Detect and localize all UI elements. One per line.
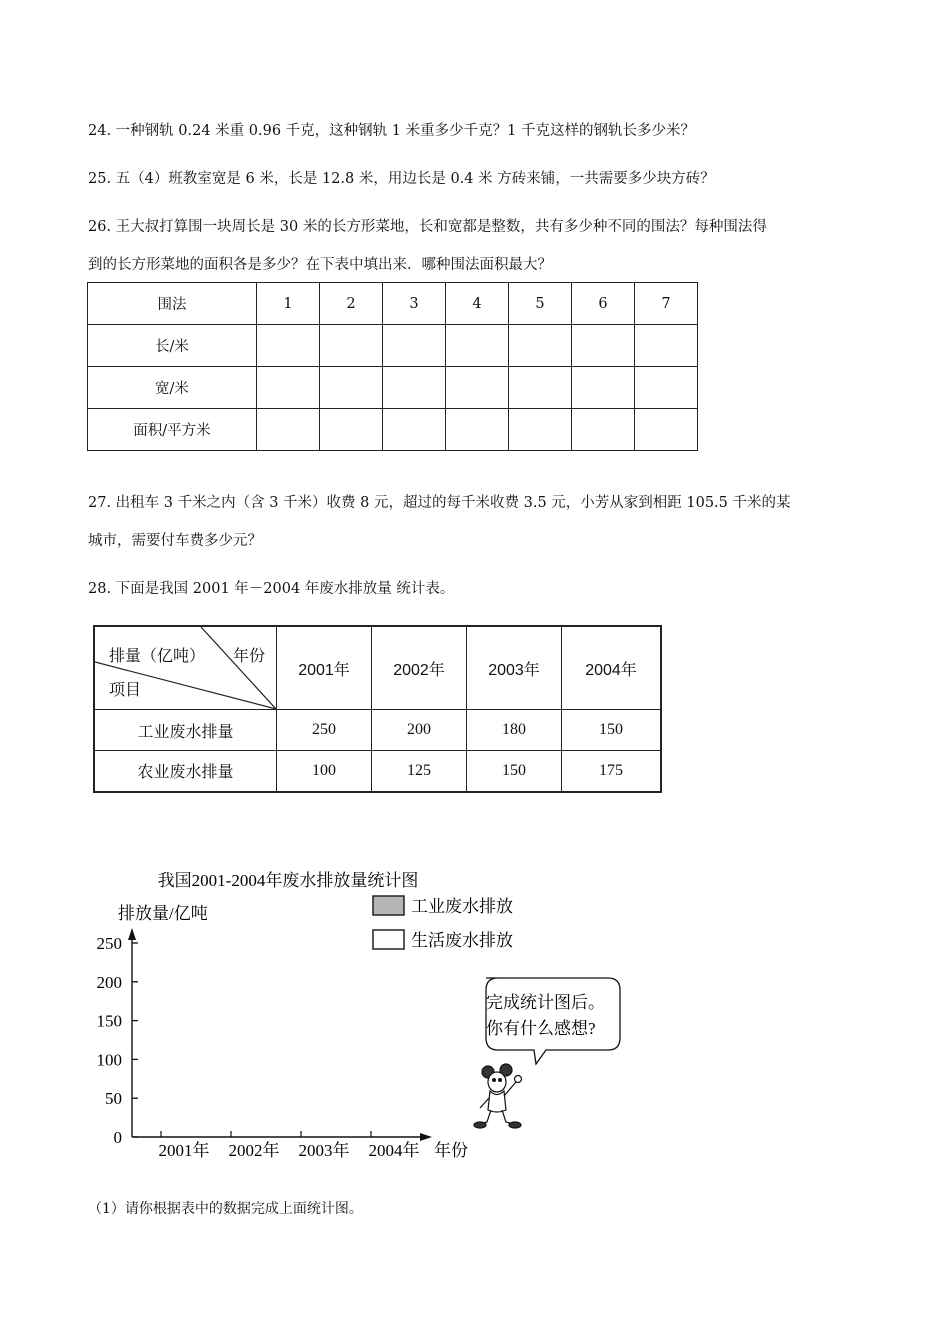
table26-cell[interactable] xyxy=(446,409,509,451)
y-tick-label: 0 xyxy=(113,1128,122,1147)
table26-cell[interactable] xyxy=(383,325,446,367)
table26-cell[interactable] xyxy=(509,367,572,409)
x-tick-label: 2004年 xyxy=(368,1141,420,1160)
value-cell: 180 xyxy=(467,710,562,751)
table26-header: 围法 xyxy=(88,283,257,325)
table26-row-width: 宽/米 xyxy=(88,367,257,409)
table26-col: 6 xyxy=(572,283,635,325)
x-tick-label: 2001年 xyxy=(158,1141,210,1160)
x-axis-arrow xyxy=(420,1133,432,1141)
chart-ylabel: 排放量/亿吨 xyxy=(118,904,208,923)
value-cell: 175 xyxy=(562,751,662,792)
x-tick-label: 2002年 xyxy=(228,1141,280,1160)
table26-col: 5 xyxy=(509,283,572,325)
wastewater-table xyxy=(93,625,662,793)
table26-cell[interactable] xyxy=(446,367,509,409)
value-cell: 150 xyxy=(467,751,562,792)
value-cell: 150 xyxy=(562,710,662,751)
year-header: 2002年 xyxy=(372,626,467,710)
table26-cell[interactable] xyxy=(320,325,383,367)
table26-cell[interactable] xyxy=(572,367,635,409)
year-header: 2004年 xyxy=(562,626,662,710)
year-header: 2003年 xyxy=(467,626,562,710)
value-cell: 200 xyxy=(372,710,467,751)
table26-cell[interactable] xyxy=(509,325,572,367)
table26-cell[interactable] xyxy=(635,367,698,409)
table26-cell[interactable] xyxy=(635,325,698,367)
x-ticks xyxy=(159,1131,420,1160)
table26-cell[interactable] xyxy=(509,409,572,451)
value-cell: 250 xyxy=(277,710,372,751)
legend-label-domestic: 生活废水排放 xyxy=(411,931,513,950)
question-24: 24. 一种钢轨 0.24 米重 0.96 千克，这种钢轨 1 米重多少千克？1 千克这样的钢轨长多少米？ xyxy=(88,123,695,139)
table26-cell[interactable] xyxy=(257,409,320,451)
table26-cell[interactable] xyxy=(257,325,320,367)
table26-col: 7 xyxy=(635,283,698,325)
y-tick-label: 250 xyxy=(96,934,122,953)
table26-cell[interactable] xyxy=(383,409,446,451)
legend-swatch-domestic xyxy=(373,930,404,949)
legend-swatch-industrial xyxy=(373,896,404,915)
value-cell: 100 xyxy=(277,751,372,792)
row-label-industrial: 工业废水排量 xyxy=(94,710,277,751)
y-axis-arrow xyxy=(128,928,136,940)
table26-col: 3 xyxy=(383,283,446,325)
diagonal-header-cell xyxy=(94,626,277,710)
sub-question-1: （1）请你根据表中的数据完成上面统计图。 xyxy=(88,1201,363,1217)
cartoon-mouse-figure xyxy=(474,1064,522,1128)
bubble-line2: 你有什么感想? xyxy=(486,1019,596,1038)
table26-row-area: 面积/平方米 xyxy=(88,409,257,451)
chart-title: 我国2001-2004年废水排放量统计图 xyxy=(157,871,419,890)
question-26-line2: 到的长方形菜地的面积各是多少？在下表中填出来．哪种围法面积最大？ xyxy=(88,257,552,273)
table26-cell[interactable] xyxy=(446,325,509,367)
y-tick-label: 100 xyxy=(96,1050,122,1070)
y-tick-label: 200 xyxy=(96,972,122,992)
table26-row-length: 长/米 xyxy=(88,325,257,367)
question-25: 25. 五（4）班教室宽是 6 米，长是 12.8 米，用边长是 0.4 米 方砖来铺，一共需要多少块方砖？ xyxy=(88,171,715,187)
value-cell: 125 xyxy=(372,751,467,792)
wastewater-chart xyxy=(88,860,648,1170)
diag-label-year: 年份 xyxy=(233,648,266,665)
chart-xlabel: 年份 xyxy=(434,1141,468,1160)
y-tick-label: 50 xyxy=(105,1089,122,1109)
question-26-line1: 26. 王大叔打算围一块周长是 30 米的长方形菜地，长和宽都是整数，共有多少种不同的围法？每种围法得 xyxy=(88,219,767,235)
table26-cell[interactable] xyxy=(572,409,635,451)
question-28: 28. 下面是我国 2001 年－2004 年废水排放量 统计表。 xyxy=(88,581,455,597)
table26-col: 2 xyxy=(320,283,383,325)
x-tick-label: 2003年 xyxy=(298,1141,350,1160)
row-label-agricultural: 农业废水排量 xyxy=(94,751,277,792)
legend-label-industrial: 工业废水排放 xyxy=(411,897,513,916)
question-27-line1: 27. 出租车 3 千米之内（含 3 千米）收费 8 元，超过的每千米收费 3.5 元，小芳从家到相距 105.5 千米的某 xyxy=(88,495,791,511)
question-27-line2: 城市，需要付车费多少元？ xyxy=(88,533,262,549)
bubble-line1: 完成统计图后。 xyxy=(486,993,605,1012)
table26-cell[interactable] xyxy=(320,409,383,451)
table26-cell[interactable] xyxy=(572,325,635,367)
table26-col: 4 xyxy=(446,283,509,325)
y-tick-label: 150 xyxy=(96,1011,122,1031)
diag-label-quantity: 排量（亿吨） xyxy=(109,648,206,665)
table26-cell[interactable] xyxy=(383,367,446,409)
table26-cell[interactable] xyxy=(635,409,698,451)
table26-cell[interactable] xyxy=(320,367,383,409)
table26-cell[interactable] xyxy=(257,367,320,409)
table26-col: 1 xyxy=(257,283,320,325)
year-header: 2001年 xyxy=(277,626,372,710)
enclosure-table xyxy=(87,282,698,451)
diag-label-item: 项目 xyxy=(109,682,142,699)
